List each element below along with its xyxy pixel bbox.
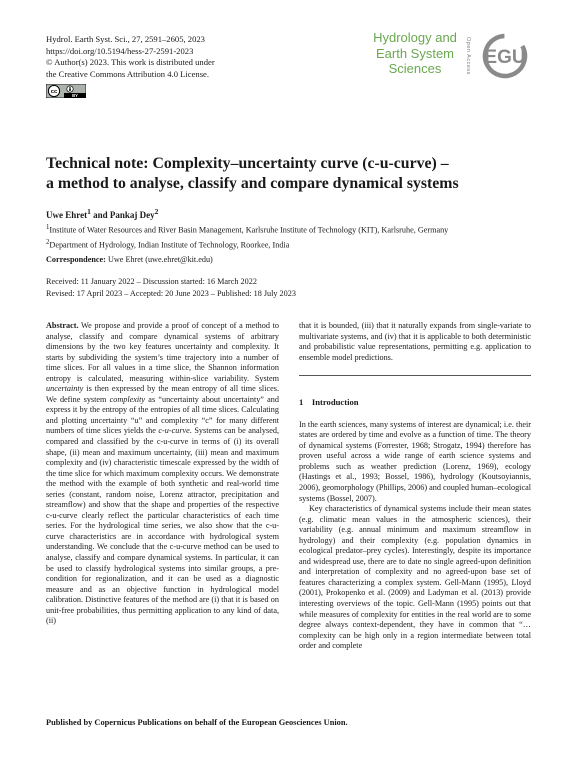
correspondence [46, 255, 213, 264]
author-list [46, 207, 158, 220]
affiliations [46, 222, 448, 251]
egu-logo-icon [476, 32, 534, 80]
abstract [46, 321, 279, 627]
journal-name [360, 30, 470, 77]
intro-paragraph-1: In the earth sciences, many systems of interest are dynamical; i.e. their states are ordered by time and evolve as a function of time. The theory of dynamical systems (Forrester, 1968; Strogatz, 1994) therefore has proven useful across a wide range of earth science systems and problems such as weather prediction (Lorenz, 1969), ecology (Hastings et al., 1993; Bossel, 1986), hydrology (Koutsoyiannis, 2006), geomorphology (Phillips, 2006) and coupled human–ecological systems (Bossel, 2007). [299, 419, 531, 503]
correspondence-label: Correspondence: [46, 255, 106, 264]
copyright: © Author(s) 2023. This work is distributed under [46, 57, 215, 68]
doi-link[interactable]: https://doi.org/10.5194/hess-27-2591-2023 [46, 45, 194, 56]
journal-name-line3: Sciences [388, 61, 442, 76]
svg-text:BY: BY [72, 93, 78, 98]
author-name: Pankaj Dey [109, 210, 155, 220]
dates-line-2: Revised: 17 April 2023 – Accepted: 20 June 2023 – Published: 18 July 2023 [46, 289, 296, 298]
publication-dates [46, 276, 296, 300]
affiliation: $^2$Department of Hydrology, Indian Institute of Technology, Roorkee, India [46, 238, 290, 250]
author-joiner: and [93, 210, 108, 220]
cc-by-badge-icon[interactable] [46, 84, 86, 98]
title-line-1: Technical note: Complexity–uncertainty curve (c-u-curve) – [46, 155, 449, 172]
paper-title [46, 154, 536, 194]
intro-paragraph-2: Key characteristics of dynamical systems include their mean states (e.g. climatic mean values in the atmospheric sciences), their variability (e.g. annual minimum and maximum streamflow in hydrology) and their complexity (e.g. population dynamics in ecological predator–prey cycles). Interestingly, despite its importance and widespread use, there are to date no single agreed-upon definition and interpretation of complexity and no agreed-upon base set of features characterizing a complex system. Gell-Mann (1995), Lloyd (2001), Prokopenko et al. (2009) and Ladyman et al. (2013) provide interesting overviews of the topic. Gell-Mann (1995) points out that while measures of complexity for entities in the real world are to some degree always context-dependent, they have in common that “…complexity can be high only in a region intermediate between total order and complete [299, 504, 531, 651]
dates-line-1: Received: 11 January 2022 – Discussion started: 16 March 2022 [46, 277, 257, 286]
svg-text:cc: cc [50, 89, 58, 96]
citation: Hydrol. Earth Syst. Sci., 27, 2591–2605, 2023 [46, 34, 205, 44]
abstract-divider [299, 375, 531, 376]
abstract-continued: that it is bounded, (iii) that it naturally expands from single-variate to multivariate systems, and (iv) that it is applicable to both deterministic and probabilistic value representations, permitting e.g. application to ensemble model predictions. [299, 321, 531, 362]
license-text: the Creative Commons Attribution 4.0 License. [46, 68, 210, 79]
author-affil-sup: 1 [87, 207, 91, 216]
affiliation: $^1$Institute of Water Resources and River Basin Management, Karlsruhe Institute of Technology (KIT), Karlsruhe, Germany [46, 224, 449, 235]
section-heading: 1 Introduction [299, 397, 359, 408]
journal-name-line1: Hydrology and [373, 30, 457, 45]
author-name: Uwe Ehret [46, 210, 88, 220]
abstract-label: Abstract. [46, 321, 79, 330]
egu-logo-text: EGU [484, 47, 526, 68]
abstract-paragraph: Abstract. We propose and provide a proof of concept of a method to analyse, classify and compare dynamical systems of arbitrary dimensions by the two key features uncertainty and complexity. It starts by subdividing the system’s time trajectory into a number of time slices. For all values in a time slice, the Shannon information entropy is calculated, measuring within-slice variability. System uncertainty is then expressed by the mean entropy of all time slices. We define system complexity as “uncertainty about uncertainty” and express it by the entropy of the entropies of all time slices. Calculating and plotting uncertainty “u” and complexity “c” for many different numbers of time slices yields the c-u-curve. Systems can be analysed, compared and classified by the c-u-curve in terms of (i) its overall shape, (ii) mean and maximum uncertainty, (iii) mean and maximum complexity and (iv) characteristic timescale expressed by the width of the time slice for which maximum complexity occurs. We demonstrate the method with the example of both synthetic and real-world time series (constant, random noise, Lorenz attractor, precipitation and streamflow) and show that the shape and properties of the respective c-u-curve clearly reflect the particular characteristics of each time series. For the hydrological time series, we also show that the c-u-curve characteristics are in accordance with hydrological system understanding. We conclude that the c-u-curve method can be used to analyse, classify and compare dynamical systems. In particular, it can be used to classify hydrological systems into similar groups, a pre-condition for regionalization, and it can be used as a diagnostic measure and as an objective function in hydrological model calibration. Distinctive features of the method are (i) that it is based on unit-free probabilities, thus permitting application to any kind of data, (ii) [46, 321, 279, 626]
open-access-label: Open Access [465, 37, 471, 75]
title-line-2: a method to analyse, classify and compare dynamical systems [46, 175, 459, 192]
author-affil-sup: 2 [154, 207, 159, 216]
right-column [299, 321, 531, 652]
correspondence-email[interactable]: Uwe Ehret (uwe.ehret@kit.edu) [107, 255, 213, 264]
journal-name-line2: Earth System [375, 45, 455, 61]
publisher-footer: Published by Copernicus Publications on behalf of the European Geosciences Union. [46, 718, 348, 727]
header-info [46, 34, 215, 80]
